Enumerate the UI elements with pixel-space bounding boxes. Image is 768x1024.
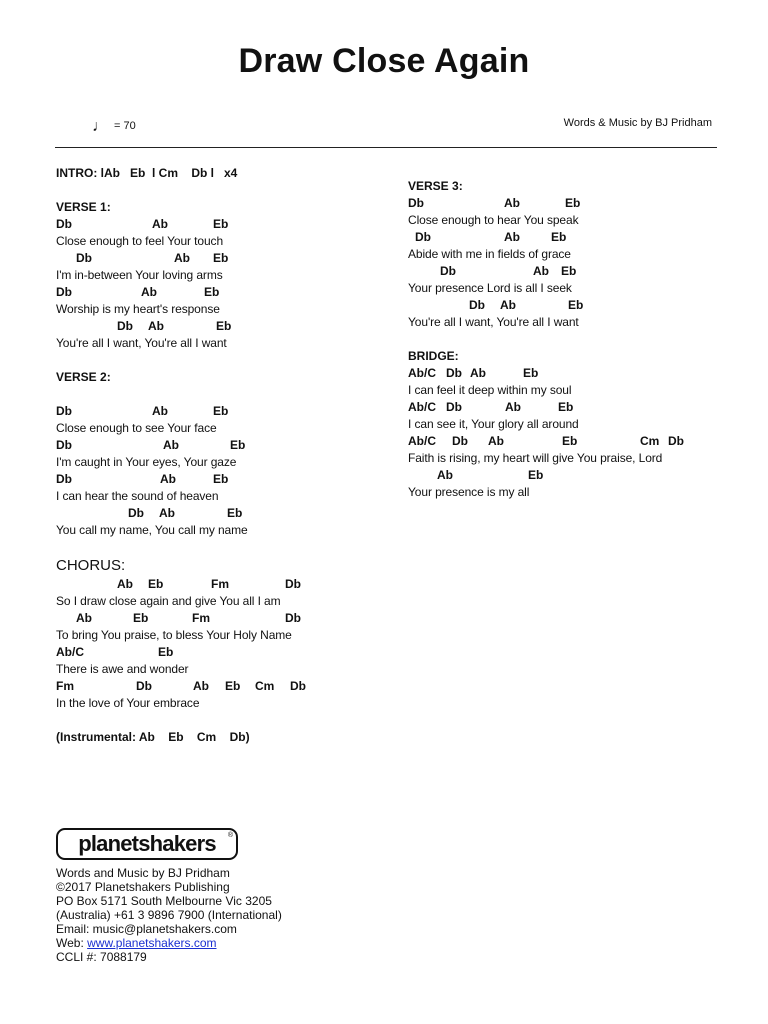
chord: Ab — [500, 298, 516, 312]
chord: Eb — [204, 285, 220, 299]
chord: Eb — [528, 468, 544, 482]
intro-line: INTRO: lAb Eb l Cm Db l x4 — [56, 166, 238, 180]
chord-line — [408, 365, 728, 382]
chord: Ab — [159, 506, 175, 520]
lyric-line: To bring You praise, to bless Your Holy Name — [56, 628, 292, 642]
footer-credit: Words and Music by BJ Pridham — [56, 866, 230, 880]
chord: Ab — [470, 366, 486, 380]
chord: Eb — [227, 506, 243, 520]
chord-line — [408, 263, 728, 280]
chord: Db — [285, 577, 301, 591]
chord: Db — [76, 251, 92, 265]
chord: Db — [136, 679, 152, 693]
lyric-line: Your presence Lord is all I seek — [408, 281, 572, 295]
chord-line — [56, 318, 386, 335]
chord: Db — [469, 298, 485, 312]
header-divider — [55, 147, 717, 148]
lyric-line: Close enough to feel Your touch — [56, 234, 224, 248]
lyric-line: Faith is rising, my heart will give You praise, Lord — [408, 451, 663, 465]
chord: Ab — [163, 438, 179, 452]
chord: Eb — [558, 400, 574, 414]
chord: Eb — [158, 645, 174, 659]
chord: Eb — [216, 319, 232, 333]
chord: Ab/C — [408, 366, 436, 380]
footer-copyright: ©2017 Planetshakers Publishing — [56, 880, 230, 894]
chord: Ab — [174, 251, 190, 265]
chord-line — [56, 437, 386, 454]
chord: Ab/C — [56, 645, 84, 659]
chord: Ab — [148, 319, 164, 333]
footer-phone: (Australia) +61 3 9896 7900 (International) — [56, 908, 282, 922]
chord: Db — [117, 319, 133, 333]
chord: Cm — [640, 434, 660, 448]
author-credit: Words & Music by BJ Pridham — [563, 117, 712, 129]
chord: Db — [56, 217, 72, 231]
chord: Ab/C — [408, 400, 436, 414]
chord: Eb — [551, 230, 567, 244]
chord: Db — [290, 679, 306, 693]
footer-address: PO Box 5171 South Melbourne Vic 3205 — [56, 894, 272, 908]
instrumental-line: (Instrumental: Ab Eb Cm Db) — [56, 730, 250, 744]
chord: Eb — [565, 196, 581, 210]
chord: Db — [415, 230, 431, 244]
chord: Ab — [533, 264, 549, 278]
chord: Db — [446, 400, 462, 414]
lyric-line: Worship is my heart's response — [56, 302, 220, 316]
tempo-bpm: = 70 — [114, 120, 136, 132]
chord: Ab — [505, 400, 521, 414]
chord-line — [56, 284, 386, 301]
left-column — [56, 165, 386, 746]
chord-line — [408, 399, 728, 416]
verse1-heading: VERSE 1: — [56, 200, 111, 214]
verse3-heading: VERSE 3: — [408, 179, 463, 193]
web-label: Web: — [56, 936, 88, 950]
chord: Ab — [437, 468, 453, 482]
right-column — [408, 178, 728, 501]
verse2-heading: VERSE 2: — [56, 370, 111, 384]
tempo-marking — [92, 116, 136, 134]
chord: Eb — [213, 251, 229, 265]
song-title: Draw Close Again — [238, 42, 530, 80]
chord: Fm — [56, 679, 74, 693]
lyric-line: I can hear the sound of heaven — [56, 489, 219, 503]
chord-line — [408, 433, 728, 450]
publisher-info — [56, 866, 282, 964]
chord: Db — [408, 196, 424, 210]
chord-line — [56, 471, 386, 488]
chord-line — [408, 195, 728, 212]
chord-line — [56, 644, 386, 661]
chord: Eb — [213, 217, 229, 231]
chord: Fm — [192, 611, 210, 625]
chord-line — [56, 610, 386, 627]
chord: Db — [56, 404, 72, 418]
planetshakers-logo — [56, 828, 238, 860]
chord: Db — [56, 472, 72, 486]
chord: Eb — [213, 472, 229, 486]
lyric-line: You're all I want, You're all I want — [408, 315, 579, 329]
chord-line — [408, 229, 728, 246]
chord-line — [56, 216, 386, 233]
chord: Db — [446, 366, 462, 380]
chorus-heading: CHORUS: — [56, 557, 126, 574]
lyric-line: You're all I want, You're all I want — [56, 336, 227, 350]
chord-line — [408, 467, 728, 484]
chord: Ab — [193, 679, 209, 693]
chord: Db — [440, 264, 456, 278]
chord: Eb — [230, 438, 246, 452]
chord: Ab/C — [408, 434, 436, 448]
chord: Ab — [152, 404, 168, 418]
chord: Eb — [523, 366, 539, 380]
chord: Db — [56, 285, 72, 299]
chord: Eb — [568, 298, 584, 312]
chord: Eb — [133, 611, 149, 625]
logo-wordmark: planetshakers — [78, 831, 216, 856]
lyric-line: Close enough to see Your face — [56, 421, 217, 435]
chord: Eb — [561, 264, 577, 278]
lyric-line: Close enough to hear You speak — [408, 213, 579, 227]
chord: Db — [668, 434, 684, 448]
chord: Ab — [160, 472, 176, 486]
chord: Eb — [148, 577, 164, 591]
chord: Ab — [117, 577, 133, 591]
chord-line — [56, 678, 386, 695]
lyric-line: Your presence is my all — [408, 485, 530, 499]
lyric-line: I can feel it deep within my soul — [408, 383, 572, 397]
footer-email: Email: music@planetshakers.com — [56, 922, 237, 936]
chord: Ab — [488, 434, 504, 448]
chord-line — [408, 297, 728, 314]
chord: Db — [452, 434, 468, 448]
chord: Ab — [504, 196, 520, 210]
chord: Ab — [76, 611, 92, 625]
lyric-line: Abide with me in fields of grace — [408, 247, 571, 261]
lyric-line: I'm caught in Your eyes, Your gaze — [56, 455, 237, 469]
chord: Db — [128, 506, 144, 520]
lyric-line: In the love of Your embrace — [56, 696, 200, 710]
chord: Eb — [562, 434, 578, 448]
footer-ccli: CCLI #: 7088179 — [56, 950, 147, 964]
chord: Ab — [504, 230, 520, 244]
chord-line — [56, 505, 386, 522]
chord-line — [56, 403, 386, 420]
website-link[interactable]: www.planetshakers.com — [87, 936, 217, 950]
chord-line — [56, 250, 386, 267]
lyric-line: I'm in-between Your loving arms — [56, 268, 223, 282]
chord: Eb — [225, 679, 241, 693]
chord: Fm — [211, 577, 229, 591]
quarter-note-icon: ♩ — [92, 118, 108, 135]
chord: Cm — [255, 679, 275, 693]
lyric-line: There is awe and wonder — [56, 662, 189, 676]
chord: Ab — [152, 217, 168, 231]
chord: Eb — [213, 404, 229, 418]
lyric-line: So I draw close again and give You all I am — [56, 594, 281, 608]
lyric-line: You call my name, You call my name — [56, 523, 248, 537]
chord: Db — [285, 611, 301, 625]
chord: Ab — [141, 285, 157, 299]
chord-line — [56, 576, 386, 593]
lyric-line: I can see it, Your glory all around — [408, 417, 579, 431]
chord: Db — [56, 438, 72, 452]
footer-web — [56, 936, 282, 950]
registered-mark: ® — [227, 832, 233, 839]
bridge-heading: BRIDGE: — [408, 349, 459, 363]
